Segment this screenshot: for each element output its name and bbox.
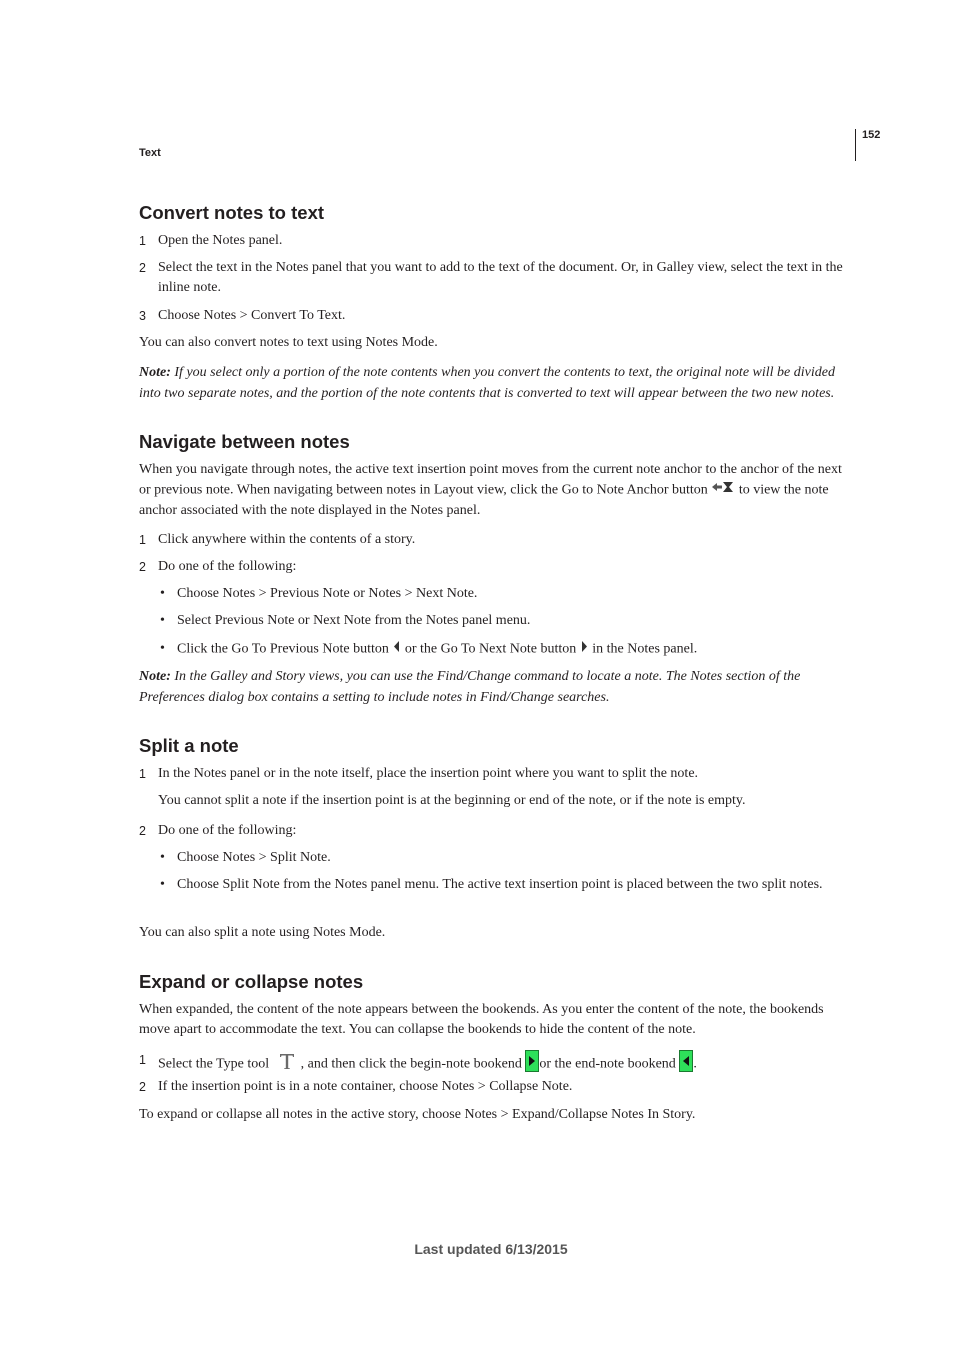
step-text: Choose Notes > Convert To Text.	[158, 308, 346, 323]
expand-paragraph: To expand or collapse all notes in the active story, choose Notes > Expand/Collapse Notes In Story.	[139, 1107, 696, 1122]
intro-text: to view the note anchor associated with the note displayed in the Notes panel.	[139, 482, 829, 518]
step-text: Click anywhere within the contents of a story.	[158, 532, 416, 547]
heading-expand-collapse: Expand or collapse notes	[139, 971, 364, 992]
bullet-text-part: in the Notes panel.	[592, 641, 698, 657]
bullet-text: Choose Notes > Previous Note or Notes > Next Note.	[177, 586, 478, 601]
step-number: 1	[139, 234, 146, 248]
heading-split-note: Split a note	[139, 735, 239, 756]
type-tool-icon	[279, 1052, 295, 1077]
step-text: If the insertion point is in a note container, choose Notes > Collapse Note.	[158, 1079, 573, 1094]
step-text: Do one of the following:	[158, 823, 297, 838]
bullet-text	[177, 639, 851, 660]
step-text-part: Select the Type tool	[158, 1056, 270, 1072]
go-to-note-anchor-icon	[711, 480, 735, 501]
step-text: In the Notes panel or in the note itself, place the insertion point where you want to split the note.	[158, 766, 699, 781]
heading-convert-notes: Convert notes to text	[139, 202, 325, 223]
bullet-text: Select Previous Note or Next Note from the Notes panel menu.	[177, 613, 531, 628]
step-text-part: or the end-note bookend	[539, 1056, 676, 1072]
step-text-part: .	[693, 1056, 697, 1072]
note-text: In the Galley and Story views, you can use the Find/Change command to locate a note. The Notes section of the Preferences dialog box contains a setting to include notes in Find/Change searches.	[139, 669, 801, 705]
footer-last-updated: Last updated 6/13/2015	[414, 1241, 568, 1257]
convert-paragraph: You can also convert notes to text using Notes Mode.	[139, 335, 438, 350]
bullet-text: Choose Split Note from the Notes panel menu. The active text insertion point is placed between the two split notes.	[177, 877, 823, 892]
step-number: 1	[139, 1053, 146, 1067]
step-number: 2	[139, 261, 146, 275]
step-number: 2	[139, 560, 146, 574]
bullet-text-part: Click the Go To Previous Note button	[177, 641, 389, 657]
convert-note	[139, 362, 851, 404]
expand-intro: When expanded, the content of the note appears between the bookends. As you enter the content of the note, the bookends move apart to accommodate the text. You can collapse the bookends to hide the content of the note.	[139, 1002, 824, 1037]
step-number: 2	[139, 1080, 146, 1094]
page-number: 152	[862, 129, 881, 141]
note-label: Note:	[139, 669, 171, 684]
bullet-dot: •	[160, 850, 165, 865]
step-text: Do one of the following:	[158, 559, 297, 574]
step-number: 2	[139, 824, 146, 838]
note-label: Note:	[139, 365, 171, 380]
step-number: 3	[139, 309, 146, 323]
step-text	[158, 1050, 851, 1079]
navigate-note	[139, 666, 851, 708]
step-subtext: You cannot split a note if the insertion point is at the beginning or end of the note, or if the note is empty.	[158, 793, 746, 808]
bullet-dot: •	[160, 613, 165, 628]
step-text: Select the text in the Notes panel that you want to add to the text of the document. Or, in Galley view, select the text in the inline note.	[158, 260, 843, 295]
bullet-dot: •	[160, 641, 165, 656]
heading-navigate-notes: Navigate between notes	[139, 431, 350, 452]
header-rule	[855, 129, 856, 161]
step-number: 1	[139, 533, 146, 547]
running-header: Text	[139, 147, 161, 159]
navigate-intro	[139, 460, 851, 521]
end-note-bookend-icon	[679, 1050, 693, 1079]
step-text-part: , and then click the begin-note bookend	[300, 1056, 522, 1072]
previous-note-icon	[392, 639, 401, 660]
begin-note-bookend-icon	[525, 1050, 539, 1079]
bullet-dot: •	[160, 877, 165, 892]
split-paragraph: You can also split a note using Notes Mode.	[139, 925, 386, 940]
bullet-dot: •	[160, 586, 165, 601]
step-number: 1	[139, 767, 146, 781]
intro-text: When you navigate through notes, the active text insertion point moves from the current note anchor to the anchor of the next or previous note. When navigating between notes in Layout view, click the Go to Note Anchor button	[139, 462, 842, 498]
note-text: If you select only a portion of the note contents when you convert the contents to text, the original note will be divided into two separate notes, and the portion of the note contents that is converted to text will appear between the two new notes.	[139, 365, 835, 401]
bullet-text-part: or the Go To Next Note button	[404, 641, 577, 657]
bullet-text: Choose Notes > Split Note.	[177, 850, 331, 865]
step-text: Open the Notes panel.	[158, 233, 283, 248]
next-note-icon	[580, 639, 589, 660]
